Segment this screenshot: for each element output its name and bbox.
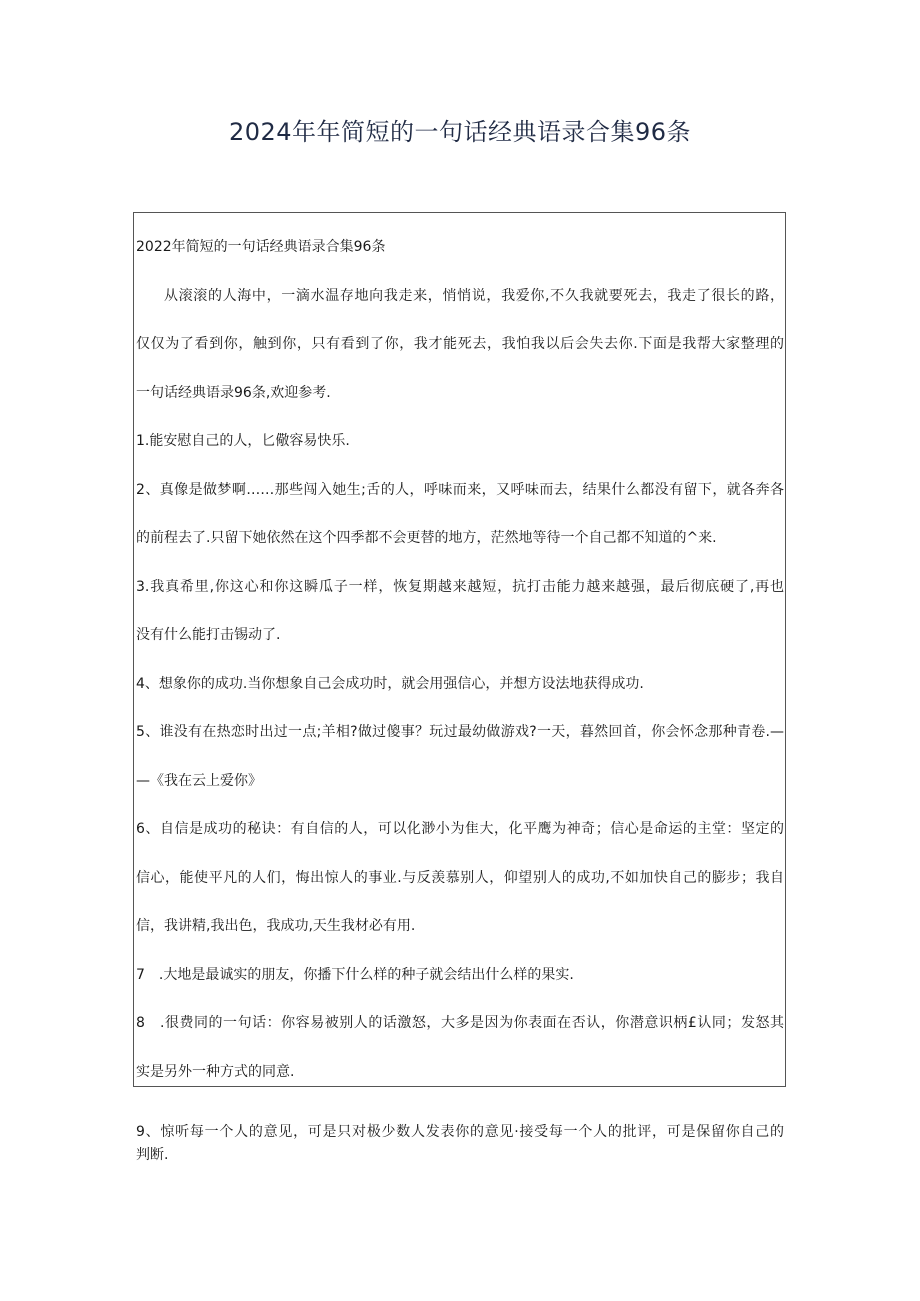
quote-item-outside-cont: 判断. <box>136 1147 169 1163</box>
box-subtitle: 2022年简短的一句话经典语录合集96条 <box>136 239 386 255</box>
quote-item-outside: 9、惊听每一个人的意见，可是只对极少数人发表你的意见·接受每一个人的批评，可是保留你自己的 <box>136 1124 784 1140</box>
intro-line: 仅仅为了看到你，触到你，只有看到了你，我才能死去，我怕我以后会失去你.下面是我帮大家整理的 <box>136 336 784 352</box>
quote-item-cont: 没有什么能打击锡动了. <box>136 627 281 643</box>
quote-item: 4、想象你的成功.当你想象自己会成功时，就会用强信心，并想方设法地获得成功. <box>136 676 644 692</box>
quote-item-cont: 信，我讲精,我出色，我成功,天生我材必有用. <box>136 918 416 934</box>
quote-item-cont: 的前程去了.只留下她依然在这个四季都不会更替的地方，茫然地等待一个自己都不知道的^来. <box>136 530 717 546</box>
quote-item-cont: 信心，能使平凡的人们，悔出惊人的事业.与反羡慕别人，仰望别人的成功,不如加快自己的膨步；我自 <box>136 870 784 886</box>
quote-item: 1.能安慰自己的人，匕儆容易快乐. <box>136 433 350 449</box>
quote-item: 5、谁没有在热恋时出过一点;羊相?做过傻事？玩过最幼做游戏?一天，暮然回首，你会怀念那种青卷.— <box>136 724 784 740</box>
intro-line: 一句话经典语录96条,欢迎参考. <box>136 385 331 401</box>
quote-item: 6、自信是成功的秘诀：有自信的人，可以化渺小为隹大，化平鹰为神奇；信心是命运的主堂：坚定的 <box>136 821 784 837</box>
quote-item: 2、真像是做梦啊……那些闯入她生;舌的人，呼味而来，又呼味而去，结果什么都没有留下，就各奔各 <box>136 482 784 498</box>
quote-item: 8 .很费同的一句话：你容易被别人的话激怒，大多是因为你表面在否认，你潜意识柄£认同；发怒其 <box>136 1015 784 1031</box>
document-title: 2024年年简短的一句话经典语录合集96条 <box>228 118 692 146</box>
quote-item: 7 .大地是最诚实的朋友，你播下什么样的种子就会结出什么样的果实. <box>136 967 574 983</box>
quote-item: 3.我真希里,你这心和你这瞬瓜子一样，恢复期越来越短，抗打击能力越来越强，最后彻底硬了,再也 <box>136 579 784 595</box>
intro-line: 从滚滚的人海中，一滴水温存地向我走来，悄悄说，我爱你,不久我就要死去，我走了很长的路， <box>164 288 784 304</box>
quote-item-cont: 实是另外一种方式的同意. <box>136 1064 295 1080</box>
quote-item-cont: —《我在云上爱你》 <box>136 773 262 789</box>
